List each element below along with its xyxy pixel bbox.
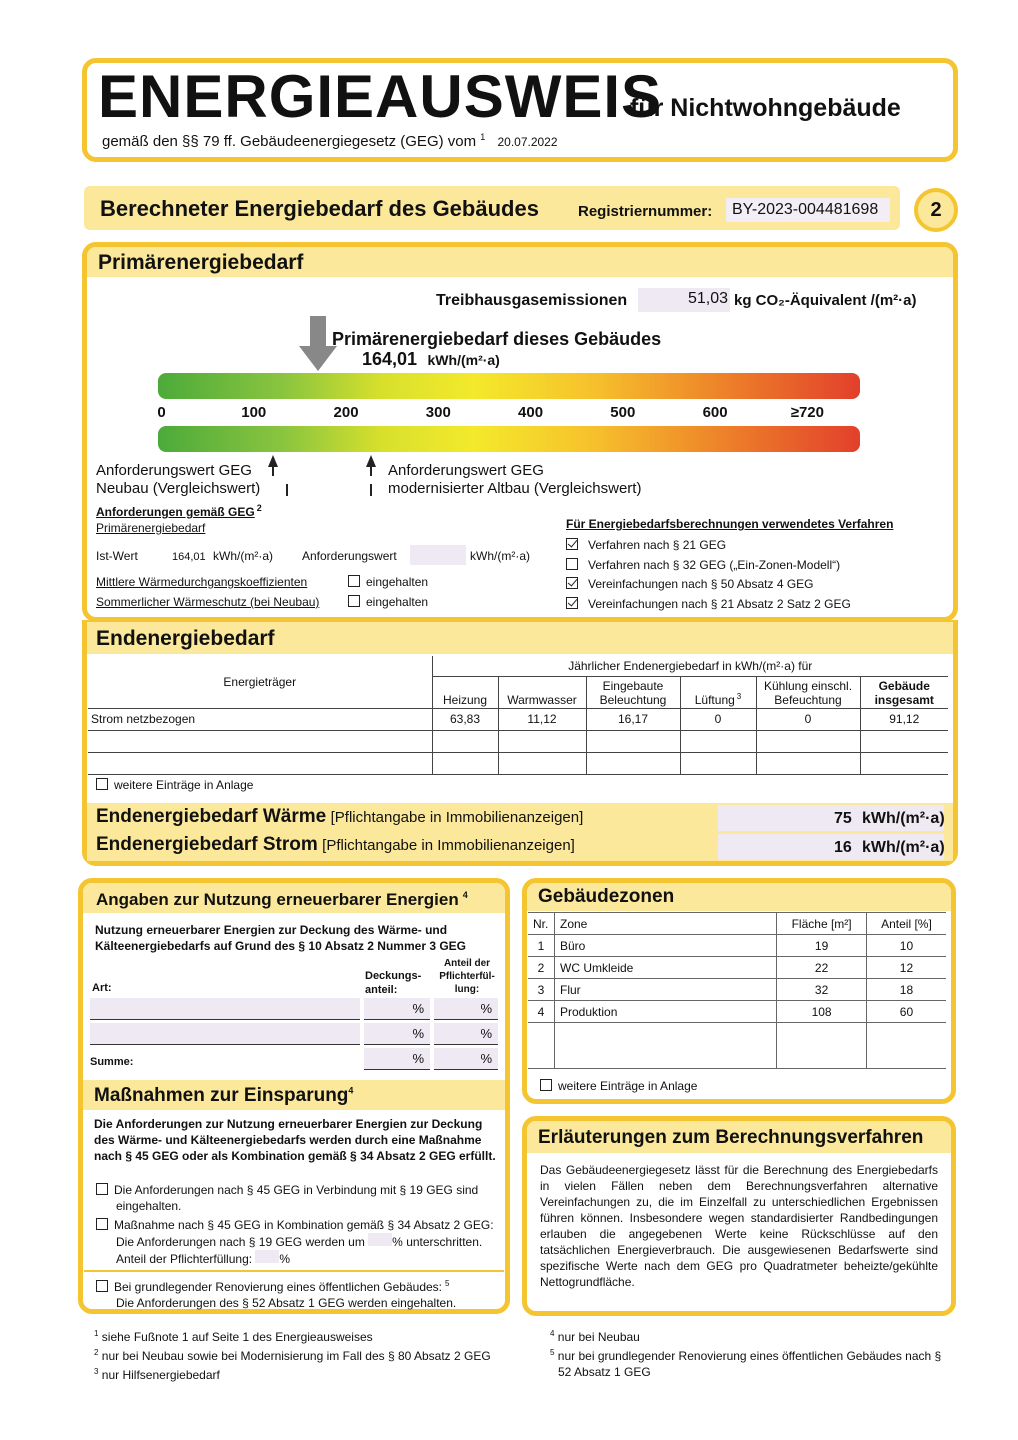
measures-opt1-checkbox[interactable] [96, 1183, 108, 1195]
ghg-label: Treibhausgasemissionen [436, 292, 628, 309]
renew-art-field[interactable] [90, 1023, 360, 1045]
end-empty-cell [88, 730, 432, 752]
end-col-total: Gebäude insgesamt [860, 676, 948, 708]
zones-rows [528, 935, 946, 1023]
footnote-3-text: nur Hilfsenergiebedarf [101, 1368, 220, 1382]
measures-opt1[interactable] [96, 1182, 496, 1214]
renew-sum-label: Summe: [90, 1056, 134, 1068]
end-table-row [88, 708, 948, 730]
footnote-4-num: 4 [550, 1329, 555, 1338]
footnote-1 [94, 1326, 491, 1345]
req-old-line2: modernisierter Altbau (Vergleichswert) [388, 480, 642, 497]
footnote-4 [550, 1326, 950, 1345]
end-cell-heizung: 63,83 [432, 708, 498, 730]
renew-row [90, 998, 500, 1023]
measures-opt3-text-b: Die Anforderungen des § 52 Absatz 1 GEG werden eingehalten. [116, 1296, 457, 1310]
scale-tick-label: 300 [425, 404, 451, 421]
strom-note: [Pflichtangabe in Immobilienanzeigen] [322, 837, 575, 854]
law-date: 20.07.2022 [497, 135, 558, 149]
zones-table-row [528, 979, 946, 1001]
zones-h-zone: Zone [555, 913, 777, 935]
method-checkbox[interactable] [566, 577, 578, 589]
end-top-header: Jährlicher Endenergiebedarf in kWh/(m²·a) für [432, 656, 948, 676]
renew-deckung-field[interactable]: % [364, 998, 430, 1020]
sommer-checkbox[interactable] [348, 595, 360, 607]
renew-deckung: Deckungs-anteil: [365, 970, 422, 996]
renew-intro: Nutzung erneuerbarer Energien zur Deckung des Wärme- und Kälteenergiebedarfs auf Grund des § 10 Absatz 2 Nummer 3 GEG [95, 923, 467, 953]
waerme-unit: kWh/(m²·a) [862, 810, 945, 827]
measures-opt2-text-b: unterschritten. Anteil der Pflichterfüllung: [116, 1235, 483, 1266]
page-number-badge: 2 [914, 188, 958, 232]
req-new-line2: Neubau (Vergleichswert) [96, 480, 261, 497]
measures-opt2-pct: % [392, 1235, 403, 1249]
measures-opt2-pct2: % [279, 1252, 291, 1266]
zones-cell-anteil: 18 [866, 979, 946, 1001]
method-label: Verfahren nach § 21 GEG [588, 538, 727, 552]
zones-table [528, 912, 946, 1069]
renew-art-field[interactable] [90, 998, 360, 1020]
strom-unit: kWh/(m²·a) [862, 839, 945, 856]
end-empty-cell [432, 730, 498, 752]
zones-more-label: weitere Einträge in Anlage [558, 1079, 698, 1093]
end-col-lueft-fn: 3 [736, 691, 742, 701]
ghg-unit: kg CO₂-Äquivalent /(m²·a) [734, 292, 917, 309]
end-table [88, 656, 948, 775]
law-footnote: 1 [480, 132, 486, 142]
end-empty-cell [680, 730, 756, 752]
end-empty-cell [498, 752, 586, 774]
req-old-label [388, 462, 641, 498]
method-checkbox[interactable] [566, 538, 578, 550]
sommer-check[interactable] [348, 595, 428, 609]
requirements-sub: Primärenergiebedarf [96, 521, 206, 535]
method-label: Verfahren nach § 32 GEG („Ein-Zonen-Modell“) [588, 557, 841, 572]
end-col-warm: Warmwasser [498, 676, 586, 708]
renew-title [96, 890, 468, 910]
footnote-2-num: 2 [94, 1348, 99, 1357]
measures-opt2-checkbox[interactable] [96, 1218, 108, 1230]
anf-unit: kWh/(m²·a) [470, 549, 530, 563]
end-empty-cell [586, 752, 680, 774]
req-old-marker-line [370, 466, 372, 476]
scale-tick-label: 100 [241, 404, 267, 421]
requirements-title-text: Anforderungen gemäß GEG [96, 505, 255, 519]
mittlere-eingehalten: eingehalten [366, 575, 429, 589]
end-more-entries[interactable] [96, 778, 253, 792]
renew-pflicht-field[interactable]: % [434, 998, 498, 1020]
registration-label: Registriernummer: [578, 203, 713, 220]
zones-cell-flaeche: 22 [777, 957, 867, 979]
end-table-wrap [88, 656, 948, 775]
end-cell-kuehl: 0 [756, 708, 860, 730]
zones-cell-flaeche: 108 [777, 1001, 867, 1023]
energy-scale-top [158, 373, 860, 399]
zones-h-flaeche: Fläche [m²] [777, 913, 867, 935]
building-value: 164,01 [362, 349, 418, 369]
method-item[interactable] [566, 536, 851, 556]
zones-empty-cell [528, 1023, 555, 1069]
measures-opt2[interactable] [96, 1217, 496, 1267]
waerme-line [96, 806, 583, 828]
primary-title: Primärenergiebedarf [98, 251, 304, 274]
scale-tick-label: 0 [157, 404, 166, 421]
measures-opt1-text: Die Anforderungen nach § 45 GEG in Verbindung mit § 19 GEG sind eingehalten. [114, 1183, 479, 1213]
end-empty-cell [586, 730, 680, 752]
measures-opt2-percent-field[interactable] [368, 1233, 392, 1246]
zones-cell-nr: 3 [528, 979, 555, 1001]
end-empty-cell [88, 752, 432, 774]
req-old-tick [370, 484, 372, 496]
sommer-eingehalten: eingehalten [366, 595, 429, 609]
method-item[interactable] [566, 575, 851, 595]
energy-scale-bottom [158, 426, 860, 452]
strom-line [96, 834, 575, 856]
end-col-lueft-text: Lüftung [694, 692, 735, 707]
measures-opt3-checkbox[interactable] [96, 1280, 108, 1292]
mittlere-checkbox[interactable] [348, 575, 360, 587]
method-label: Vereinfachungen nach § 50 Absatz 4 GEG [588, 577, 814, 591]
footnote-4-text: nur bei Neubau [557, 1330, 640, 1344]
end-col-heizung: Heizung [432, 676, 498, 708]
footnotes-right [550, 1326, 950, 1380]
zones-title: Gebäudezonen [538, 886, 675, 907]
measures-opt3-text-a: Bei grundlegender Renovierung eines öffentlichen Gebäudes: [114, 1280, 443, 1294]
end-empty-cell [860, 730, 948, 752]
measures-opt3-fn: 5 [445, 1279, 450, 1288]
scale-tick-label: 200 [333, 404, 359, 421]
footnote-5 [550, 1345, 950, 1380]
measures-title-text: Maßnahmen zur Einsparung [94, 1085, 349, 1106]
renew-title-text: Angaben zur Nutzung erneuerbarer Energien [96, 890, 459, 909]
measures-title-fn: 4 [348, 1085, 354, 1096]
zones-table-row [528, 935, 946, 957]
zones-cell-zone: Büro [555, 935, 777, 957]
zones-table-row [528, 957, 946, 979]
renew-pflicht: Anteil der Pflichterfül-lung: [439, 958, 495, 995]
req-old-line1: Anforderungswert GEG [388, 462, 544, 479]
zones-cell-nr: 1 [528, 935, 555, 957]
renew-art: Art: [92, 982, 112, 994]
scale-ticks [158, 404, 860, 424]
footnote-2 [94, 1345, 491, 1364]
end-more-label: weitere Einträge in Anlage [114, 778, 254, 792]
footnote-2-text: nur bei Neubau sowie bei Modernisierung im Fall des § 80 Absatz 2 GEG [101, 1349, 491, 1363]
req-new-label [96, 462, 260, 498]
renew-rows [90, 998, 500, 1073]
req-new-tick [286, 484, 288, 496]
ist-value: 164,01 [172, 551, 206, 563]
measures-divider [84, 1270, 504, 1272]
end-cell-carrier: Strom netzbezogen [88, 708, 432, 730]
measures-title [94, 1085, 353, 1107]
measures-intro: Die Anforderungen zur Nutzung erneuerbarer Energien zur Deckung des Wärme- und Kälteenergiebedarfs werden durch eine Maßnahme nach § 45 GEG oder als Kombination gemäß § 34 Absatz 2 GEG erfüllt. [94, 1117, 496, 1163]
end-cell-lueft: 0 [680, 708, 756, 730]
zones-cell-nr: 2 [528, 957, 555, 979]
zones-more-entries[interactable] [540, 1079, 697, 1093]
renew-sum-deckung[interactable]: % [364, 1048, 430, 1070]
footnote-1-text: siehe Fußnote 1 auf Seite 1 des Energieausweises [101, 1330, 373, 1344]
end-carrier-header: Energieträger [88, 656, 432, 708]
explain-text: Das Gebäudeenergiegesetz lässt für die Berechnung des Energiebedarfs in vielen Fällen neben dem Berechnungsverfahren alternative Vereinfachungen zu, die im Einzelfall zu unterschiedlichen Ergebnissen führen können. Insbesondere wegen standardisierter Randbedingungen erlauben die angegebenen Werte keine Rückschlüsse auf den tatsächlichen Energieverbrauch. Die ausgewiesenen Bedarfswerte sind spezifische Werte nach dem GEG pro Quadratmeter beheizte/gekühlte Nettogrundfläche. [540, 1163, 938, 1289]
end-more-checkbox[interactable] [96, 778, 108, 790]
footnote-5-num: 5 [550, 1348, 555, 1357]
zones-cell-flaeche: 32 [777, 979, 867, 1001]
waerme-label: Endenergiebedarf Wärme [96, 806, 327, 827]
end-rows [88, 708, 948, 730]
zones-table-row [528, 1001, 946, 1023]
building-unit: kWh/(m²·a) [427, 352, 500, 368]
doc-title: ENERGIEAUSWEIS [98, 63, 663, 130]
end-empty-cell [432, 752, 498, 774]
footnote-5-text: nur bei grundlegender Renovierung eines öffentlichen Gebäudes nach § 52 Absatz 1 GEG [557, 1349, 942, 1379]
end-empty-cell [680, 752, 756, 774]
footnote-3 [94, 1364, 491, 1383]
zones-cell-nr: 4 [528, 1001, 555, 1023]
end-col-lueft [680, 676, 756, 708]
end-cell-total: 91,12 [860, 708, 948, 730]
zones-cell-zone: Produktion [555, 1001, 777, 1023]
law-reference [102, 132, 558, 150]
renew-sum-row [90, 1048, 500, 1073]
registration-number: BY-2023-004481698 [726, 198, 890, 222]
footnotes-left [94, 1326, 491, 1383]
requirements-title [96, 503, 262, 519]
ghg-value: 51,03 [688, 290, 729, 307]
end-empty-cell [756, 752, 860, 774]
end-col-beleucht: Eingebaute Beleuchtung [586, 676, 680, 708]
measures-opt2-share-field[interactable] [255, 1250, 279, 1263]
end-cell-warm: 11,12 [498, 708, 586, 730]
sommer-label: Sommerlicher Wärmeschutz (bei Neubau) [96, 595, 320, 609]
mittlere-check[interactable] [348, 575, 428, 589]
zones-cell-zone: WC Umkleide [555, 957, 777, 979]
method-checkbox[interactable] [566, 558, 578, 570]
renew-deckung-field[interactable]: % [364, 1023, 430, 1045]
scale-tick-label: 400 [518, 404, 544, 421]
method-item[interactable] [566, 595, 851, 615]
zones-cell-anteil: 60 [866, 1001, 946, 1023]
zones-h-nr: Nr. [528, 913, 555, 935]
ist-value-line [172, 549, 273, 563]
method-label: Vereinfachungen nach § 21 Absatz 2 Satz 2 GEG [588, 596, 851, 611]
strom-value: 16 [834, 839, 852, 856]
ist-label: Ist-Wert [96, 549, 138, 563]
method-item[interactable] [566, 556, 851, 576]
method-checkbox[interactable] [566, 597, 578, 609]
ist-unit: kWh/(m²·a) [213, 549, 273, 563]
law-text: gemäß den §§ 79 ff. Gebäudeenergiegesetz (GEG) vom [102, 133, 477, 150]
mittlere-label: Mittlere Wärmedurchgangskoeffizienten [96, 575, 308, 589]
measures-opt2-text-a: Maßnahme nach § 45 GEG in Kombination gemäß § 34 Absatz 2 GEG: Die Anforderungen nach § 19 GEG werden um [114, 1218, 494, 1249]
renew-title-fn: 4 [462, 890, 468, 901]
zones-h-anteil: Anteil [%] [866, 913, 946, 935]
zones-empty-cell [866, 1023, 946, 1069]
zones-cell-flaeche: 19 [777, 935, 867, 957]
measures-opt3[interactable] [96, 1276, 500, 1311]
zones-more-checkbox[interactable] [540, 1079, 552, 1091]
zones-table-wrap [528, 912, 946, 1069]
building-label: Primärenergiebedarf dieses Gebäudes [332, 329, 662, 349]
scale-tick-label: 600 [702, 404, 728, 421]
methods-list [566, 536, 851, 614]
explain-title: Erläuterungen zum Berechnungsverfahren [538, 1127, 924, 1148]
end-empty-cell [756, 730, 860, 752]
doc-subtitle: für Nichtwohngebäude [630, 94, 901, 122]
zones-cell-anteil: 12 [866, 957, 946, 979]
zones-empty-cell [777, 1023, 867, 1069]
zones-cell-anteil: 10 [866, 935, 946, 957]
waerme-note: [Pflichtangabe in Immobilienanzeigen] [330, 809, 584, 826]
section-title: Berechneter Energiebedarf des Gebäudes [100, 196, 539, 221]
end-empty-cell [860, 752, 948, 774]
strom-label: Endenergiebedarf Strom [96, 834, 318, 855]
end-title: Endenergiebedarf [96, 627, 275, 650]
anf-value-field[interactable] [410, 545, 466, 565]
renew-sum-pflicht[interactable]: % [434, 1048, 498, 1070]
end-col-kuehl: Kühlung einschl. Befeuchtung [756, 676, 860, 708]
scale-tick-label: ≥720 [790, 404, 824, 421]
scale-tick-label: 500 [610, 404, 636, 421]
anf-label: Anforderungswert [302, 549, 397, 563]
end-cell-beleucht: 16,17 [586, 708, 680, 730]
renew-pflicht-field[interactable]: % [434, 1023, 498, 1045]
req-new-line1: Anforderungswert GEG [96, 462, 252, 479]
footnote-3-num: 3 [94, 1367, 99, 1376]
end-empty-cell [498, 730, 586, 752]
methods-title: Für Energiebedarfsberechnungen verwendetes Verfahren [566, 517, 894, 531]
zones-cell-zone: Flur [555, 979, 777, 1001]
zones-empty-cell [555, 1023, 777, 1069]
renew-row [90, 1023, 500, 1048]
waerme-value: 75 [834, 810, 852, 827]
req-new-marker-line [272, 466, 274, 476]
building-value-line [362, 349, 500, 370]
footnote-1-num: 1 [94, 1329, 99, 1338]
requirements-title-fn: 2 [256, 503, 262, 513]
